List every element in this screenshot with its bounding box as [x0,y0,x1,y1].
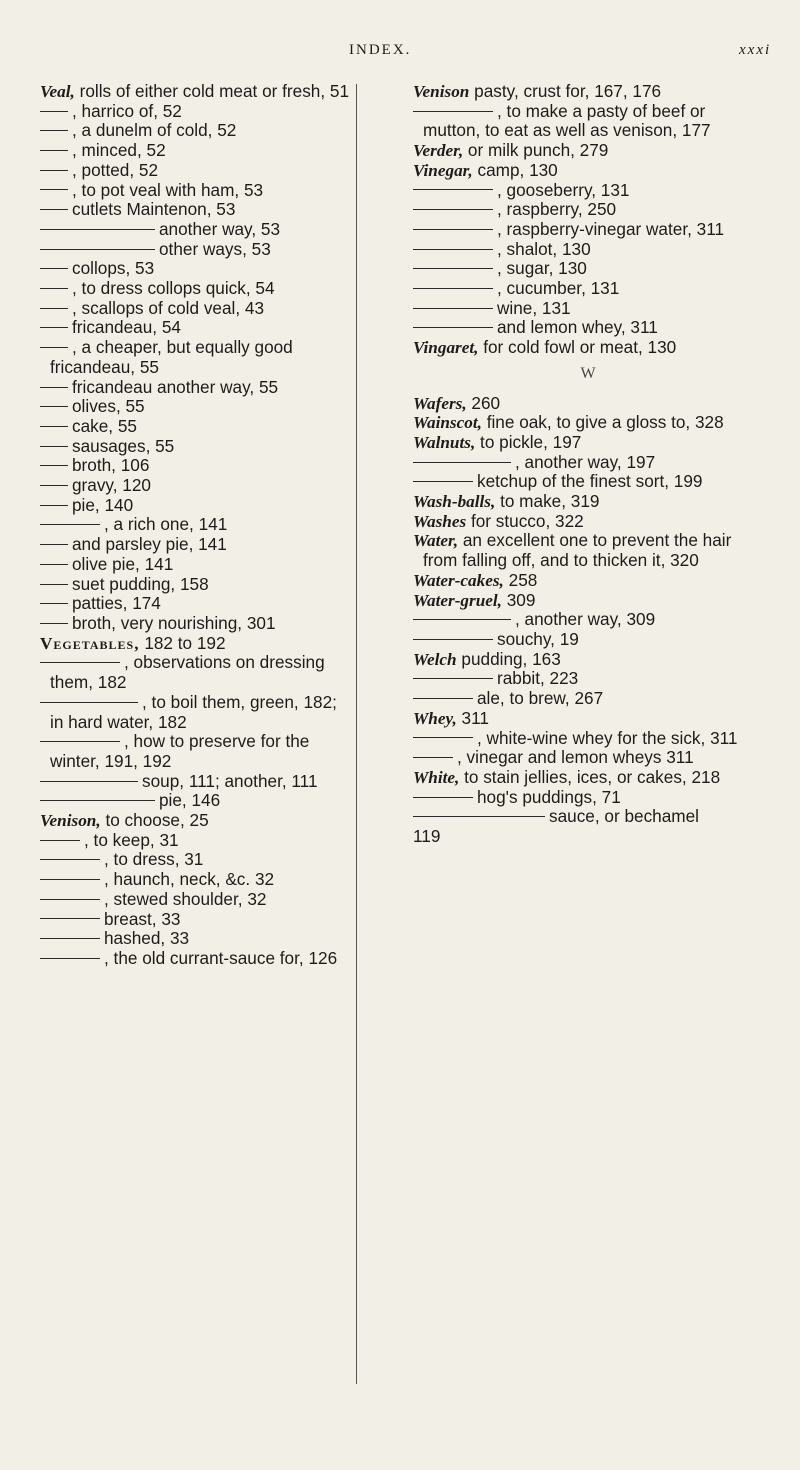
entry-text: 260 [471,392,501,413]
index-entry [40,338,350,377]
entry-text: and lemon whey, 311 [497,317,658,338]
entry-text: , a dunelm of cold, 52 [72,120,237,141]
index-entry [413,413,763,433]
ditto-dash [413,268,493,269]
entry-text: , how to preserve for the winter, 191, 192 [50,731,310,771]
entry-text: to pickle, 197 [480,431,582,452]
ditto-dash [40,229,155,230]
entry-heading: Vinegar, [413,160,473,180]
ditto-dash [413,327,493,328]
entry-heading: Whey, [413,708,457,728]
index-entry [413,531,763,570]
entry-heading: Walnuts, [413,432,476,452]
entry-text: 311 [461,707,489,728]
entry-text: , haunch, neck, &c. 32 [104,869,275,890]
index-entry [413,768,763,788]
index-entry [413,240,763,260]
ditto-dash [413,737,473,738]
entry-text: , observations on dressing them, 182 [50,652,325,693]
entry-text: , another way, 309 [515,609,656,630]
index-entry [40,299,350,319]
ditto-dash [413,816,545,817]
entry-text: pudding, 163 [461,648,561,669]
index-entry [40,378,350,398]
ditto-dash [413,229,493,230]
entry-text: , a rich one, 141 [104,514,228,535]
index-entry [413,299,763,319]
entry-text: , gooseberry, 131 [497,179,630,200]
column-divider [356,84,357,1384]
index-entry [40,850,350,870]
ditto-dash [413,698,473,699]
index-entry [413,82,763,102]
index-entry [413,788,763,808]
entry-heading: Water-cakes, [413,570,504,590]
index-entry [413,220,763,240]
index-entry [413,433,763,453]
ditto-dash [40,623,68,624]
section-letter: W [580,364,596,382]
index-entry [40,102,350,122]
index-entry [40,259,350,279]
entry-heading: Verder, [413,141,464,161]
index-entry [413,338,763,358]
entry-text: for stucco, 322 [470,510,584,531]
entry-text: , to pot veal with ham, 53 [72,179,264,200]
ditto-dash [40,958,100,959]
index-entry [413,141,763,161]
ditto-dash [40,130,68,131]
entry-text: to stain jellies, ices, or cakes, 218 [464,766,721,787]
entry-text: for cold fowl or meat, 130 [483,337,677,358]
entry-text: olives, 55 [72,396,145,417]
index-entry [40,417,350,437]
ditto-dash [413,757,453,758]
entry-text: cutlets Maintenon, 53 [72,199,236,220]
entry-text: or milk punch, 279 [467,140,609,161]
ditto-dash [413,639,493,640]
ditto-dash [413,189,493,190]
entry-text: ale, to brew, 267 [477,688,604,709]
index-entry [40,772,350,792]
entry-text: , white-wine whey for the sick, 311 [477,727,738,748]
index-entry [40,870,350,890]
entry-text: hog's puddings, 71 [477,786,621,807]
entry-text: , harrico of, 52 [72,100,182,121]
ditto-dash [40,505,68,506]
ditto-dash [413,308,493,309]
entry-text: patties, 174 [72,593,161,614]
entry-text: cake, 55 [72,415,137,436]
ditto-dash [413,797,473,798]
index-entry [40,890,350,910]
entry-text: , shalot, 130 [497,238,591,259]
index-entry [413,181,763,201]
index-entry [413,610,763,630]
entry-text: pie, 146 [159,790,221,811]
index-entry [40,634,350,654]
entry-heading: Water, [413,531,459,551]
ditto-dash [40,879,100,880]
index-entry [413,669,763,689]
index-entry [40,456,350,476]
ditto-dash [40,465,68,466]
index-entry [40,496,350,516]
ditto-dash [40,702,138,703]
entry-text: , scallops of cold veal, 43 [72,297,265,318]
entry-text: , another way, 197 [515,451,656,472]
entry-text: pie, 140 [72,494,134,515]
index-entry [413,279,763,299]
entry-text: sauce, or bechamel [549,806,699,827]
entry-text: ketchup of the finest sort, 199 [477,471,703,492]
entry-text: to choose, 25 [105,810,209,831]
index-entry [40,397,350,417]
index-entry [40,693,350,732]
index-entry [40,200,350,220]
entry-heading: Wash-balls, [413,492,496,512]
ditto-dash [40,584,68,585]
entry-text: fricandeau another way, 55 [72,376,279,397]
index-entry [40,614,350,634]
ditto-dash [40,938,100,939]
index-entry [413,571,763,591]
entry-text: , potted, 52 [72,159,159,180]
index-entry [40,555,350,575]
ditto-dash [40,544,68,545]
entry-text: to make, 319 [500,491,600,512]
ditto-dash [40,781,138,782]
ditto-dash [413,462,511,463]
index-entry [40,121,350,141]
ditto-dash [40,741,120,742]
ditto-dash [40,406,68,407]
index-entry [40,535,350,555]
entry-text: , to dress collops quick, 54 [72,278,275,299]
ditto-dash [40,603,68,604]
index-entry [413,748,763,768]
entry-heading: Venison, [40,811,101,831]
entry-heading: Veal, [40,82,75,101]
index-entry [40,594,350,614]
index-entry [413,492,763,512]
index-entry [40,240,350,260]
ditto-dash [40,662,120,663]
index-entry [40,279,350,299]
ditto-dash [413,209,493,210]
entry-text: hashed, 33 [104,928,190,949]
index-entry [413,591,763,611]
ditto-dash [40,859,100,860]
ditto-dash [40,288,68,289]
page-header [0,42,800,66]
index-entry [40,653,350,692]
entry-text: , to dress, 31 [104,849,204,870]
index-entry [40,181,350,201]
entry-heading: Vegetables, [40,633,140,653]
right-v-entries [413,82,763,358]
ditto-dash [40,150,68,151]
index-entry [40,437,350,457]
entry-text: , sugar, 130 [497,258,587,279]
index-entry [413,729,763,749]
entry-text: , raspberry, 250 [497,199,617,220]
ditto-dash [40,249,155,250]
index-entry [40,732,350,771]
entry-text: suet pudding, 158 [72,573,209,594]
entry-heading: Venison [413,82,470,101]
ditto-dash [413,678,493,679]
entry-text: rolls of either cold meat or fresh, 51 [79,81,350,101]
index-entry [40,831,350,851]
ditto-dash [40,268,68,269]
ditto-dash [40,170,68,171]
index-entry [413,512,763,532]
entry-text: soup, 111; another, 111 [142,770,318,791]
entry-heading: Wafers, [413,393,467,413]
ditto-dash [40,209,68,210]
entry-heading: Wainscot, [413,413,482,433]
entry-text: an excellent one to prevent the hair from falling off, and to thicken it, 320 [423,530,732,571]
index-entry [413,630,763,650]
entry-text: , vinegar and lemon wheys 311 [457,747,694,768]
entry-heading: Vingaret, [413,338,479,358]
catchword: 119 [413,826,441,847]
entry-heading: Washes [413,511,467,531]
ditto-dash [40,918,100,919]
entry-heading: Welch [413,649,457,669]
index-entry [40,141,350,161]
index-entry [40,929,350,949]
ditto-dash [413,481,473,482]
index-entry [413,259,763,279]
index-entry [413,200,763,220]
entry-text: 182 to 192 [144,632,226,653]
entry-text: , a cheaper, but equally good fricandeau, 55 [50,337,293,377]
entry-heading: White, [413,767,460,787]
entry-text: , stewed shoulder, 32 [104,888,267,909]
ditto-dash [40,111,68,112]
index-entry [40,318,350,338]
index-entry [40,161,350,181]
entry-text: , to keep, 31 [84,829,179,850]
entry-text: breast, 33 [104,908,181,929]
ditto-dash [40,524,100,525]
entry-text: , the old currant-sauce for, 126 [104,947,338,968]
index-entry [413,807,763,827]
index-entry [413,394,763,414]
index-entry [413,318,763,338]
entry-text: 309 [506,589,536,610]
index-entry [40,791,350,811]
index-entry [413,709,763,729]
entry-text: fricandeau, 54 [72,317,181,338]
index-entry [413,472,763,492]
entry-text: , minced, 52 [72,140,166,161]
index-entry [40,910,350,930]
right-column [413,82,763,847]
ditto-dash [413,249,493,250]
running-title: INDEX. [349,42,412,58]
ditto-dash [40,485,68,486]
entry-heading: Water-gruel, [413,590,502,610]
entry-text: sausages, 55 [72,435,175,456]
entry-text: , to make a pasty of beef or mutton, to eat as well as venison, 177 [423,100,711,141]
ditto-dash [40,446,68,447]
page-number: xxxi [739,42,772,58]
ditto-dash [40,308,68,309]
index-entry [413,689,763,709]
entry-text: other ways, 53 [159,238,271,259]
entry-text: camp, 130 [477,159,558,180]
index-entry [413,102,763,141]
entry-text: rabbit, 223 [497,668,579,689]
index-entry [40,575,350,595]
left-column [40,82,350,969]
index-entry [40,515,350,535]
ditto-dash [40,899,100,900]
ditto-dash [40,347,68,348]
ditto-dash [413,288,493,289]
entry-text: olive pie, 141 [72,553,174,574]
index-entry [413,161,763,181]
entry-text: collops, 53 [72,258,155,279]
entry-text: broth, very nourishing, 301 [72,612,276,633]
index-entry [40,82,350,102]
entry-text: gravy, 120 [72,475,151,496]
entry-text: another way, 53 [159,218,281,239]
entry-text: souchy, 19 [497,628,579,649]
entry-text: , cucumber, 131 [497,278,620,299]
ditto-dash [40,327,68,328]
index-entry [40,811,350,831]
entry-text: pasty, crust for, 167, 176 [474,81,662,101]
ditto-dash [413,111,493,112]
ditto-dash [413,619,511,620]
ditto-dash [40,840,80,841]
entry-text: 258 [508,569,538,590]
index-entry [413,453,763,473]
entry-text: wine, 131 [497,297,571,318]
ditto-dash [40,189,68,190]
index-entry [413,650,763,670]
index-entry [40,949,350,969]
entry-text: , to boil them, green, 182; in hard water, 182 [50,691,337,732]
ditto-dash [40,800,155,801]
index-entry [40,220,350,240]
entry-text: and parsley pie, 141 [72,534,227,555]
index-entry [40,476,350,496]
right-w-entries [413,394,763,827]
ditto-dash [40,564,68,565]
entry-text: fine oak, to give a gloss to, 328 [486,412,724,433]
ditto-dash [40,387,68,388]
entry-text: , raspberry-vinegar water, 311 [497,218,725,239]
ditto-dash [40,426,68,427]
entry-text: broth, 106 [72,455,150,476]
